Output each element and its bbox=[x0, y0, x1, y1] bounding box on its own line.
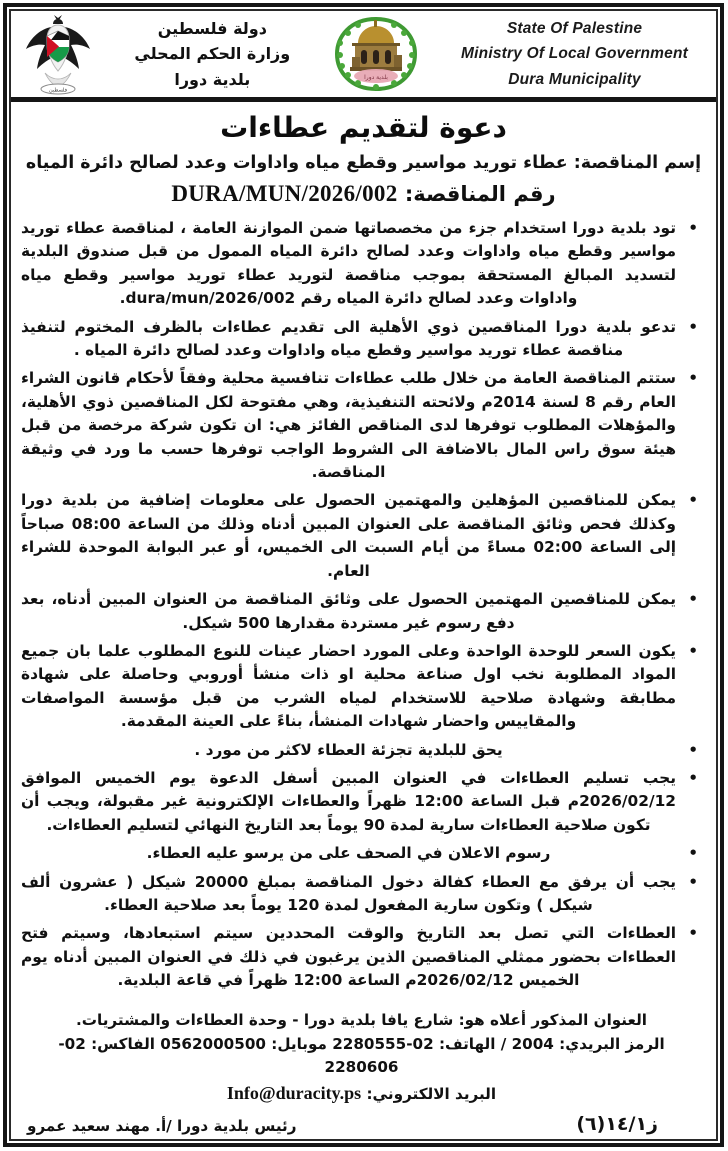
contact-line: الرمز البريدي: 2004 / الهاتف: 02-2280555 موبايل: 0562000500 الفاكس: 02-2280606 bbox=[58, 1034, 665, 1077]
clause-item: • يجب تسليم العطاءات في العنوان المبين أسفل الدعوة يوم الخميس الموافق 2026/02/12م قبل الساعة 12:00 ظهراً والعطاءات الإلكترونية غير مقبولة، ويجب أن تكون صلاحية العطاءات سارية لمدة 90 يوماً بعد التاريخ النهائي لتسليم العطاءات. bbox=[21, 767, 702, 837]
tender-number-label: رقم المناقصة: bbox=[404, 182, 556, 206]
dura-municipality-logo bbox=[328, 12, 424, 96]
letterhead-ar-line-2: وزارة الحكم المحلي bbox=[134, 44, 291, 64]
clause-item: • العطاءات التي تصل بعد التاريخ والوقت المحددين سيتم استبعادها، وسيتم فتح العطاءات بحضور ممثلي المناقصين الذين يرغبون في ذلك في العنوان المبين أدناه يوم الخميس 2026/02/12م الساعة 12:00 ظهراً في قاعة البلدية. bbox=[21, 922, 702, 992]
address-line: العنوان المذكور أعلاه هو: شارع يافا بلدية دورا - وحدة العطاءات والمشتريات. bbox=[76, 1010, 647, 1029]
email-label: البريد الالكتروني: bbox=[366, 1084, 497, 1103]
reference-code: ز١٤/١(٦) bbox=[576, 1112, 658, 1135]
signature-row bbox=[23, 1110, 700, 1139]
eagle-icon bbox=[21, 9, 95, 99]
svg-text:بلدية دورا: بلدية دورا bbox=[363, 74, 388, 81]
tender-number-row bbox=[21, 181, 706, 207]
dome-of-the-rock-wreath-icon bbox=[330, 13, 422, 95]
svg-text:فلسطين: فلسطين bbox=[49, 87, 67, 94]
letterhead-ar-line-3: بلدية دورا bbox=[174, 69, 251, 89]
email-value: Info@duracity.ps bbox=[226, 1082, 362, 1103]
clause-item: • يمكن للمناقصين المؤهلين والمهتمين الحصول على معلومات إضافية من بلدية دورا وكذلك فحص وثائق المناقصة على العنوان المبين أدناه وذلك من الساعة 08:00 صباحاً إلى الساعة 02:00 مساءً من أيام السبت الى الخميس، أو عبر البوابة الموحدة للشراء العام. bbox=[21, 489, 702, 583]
tender-name: إسم المناقصة: عطاء توريد مواسير وقطع مياه واداوات وعدد لصالح دائرة المياه bbox=[25, 153, 702, 173]
letterhead-en-line-1: State Of Palestine bbox=[506, 20, 643, 38]
letterhead-arabic bbox=[134, 16, 290, 92]
footer-contact-block bbox=[11, 1007, 716, 1139]
clause-item: • ستتم المناقصة العامة من خلال طلب عطاءات تنافسية محلية وفقاً لأحكام قانون الشراء العام رقم 8 لسنة 2014م ولائحته التنفيذية، وهي مفتوحة لكل المناقصين ذوي الأهلية، والمؤهلات المطلوب توفرها لدى المناقص الفائز هي: ان تكون شركة مرخصة من قبل هيئة سوق راس المال بالاضافة الى الشروط الواجب توفرها حسب ما ورد في وثيقة المناقصة. bbox=[21, 367, 702, 484]
clauses-list bbox=[21, 217, 702, 993]
letterhead-en-line-2: Ministry Of Local Government bbox=[461, 45, 688, 63]
clause-item: • يكون السعر للوحدة الواحدة وعلى المورد احضار عينات للنوع المطلوب علما بان جميع المواد المطلوبة نخب اول صناعة محلية او ذات منشأ أوروبي وحاصلة على شهادة مطابقة وشهادة صلاحية للاستخدام لمياه الشرب من قبل مؤسسة المواصفات والمقاييس واحضار شهادات المنشأ، بناءً على العينة المقدمة. bbox=[21, 640, 702, 734]
clause-item: • رسوم الاعلان في الصحف على من يرسو عليه العطاء. bbox=[21, 842, 702, 865]
palestine-eagle-emblem bbox=[19, 8, 97, 100]
signature-name: رئيس بلدية دورا /أ. مهند سعيد عمرو bbox=[27, 1117, 297, 1136]
email-line bbox=[23, 1080, 700, 1108]
clause-item: • تود بلدية دورا استخدام جزء من مخصصاتها ضمن الموازنة العامة ، لمناقصة عطاء توريد مواسير وقطع مياه واداوات وعدد لصالح دائرة المياه الممول من قبل صندوق البلدية لتسديد المبالغ المستحقة بموجب مناقصة لتوريد عطاء توريد مواسير وقطع مياه واداوات وعدد لصالح دائرة المياه رقم dura/mun/2026/002. bbox=[21, 217, 702, 311]
clauses-section bbox=[11, 213, 716, 1007]
title-block bbox=[11, 102, 716, 213]
clause-item: • يجب أن يرفق مع العطاء كفالة دخول المناقصة بمبلغ 20000 شيكل ( عشرون ألف شيكل ) وتكون سارية المفعول لمدة 120 يوماً بعد صلاحية العطاء. bbox=[21, 871, 702, 918]
document-content bbox=[11, 11, 716, 1139]
letterhead-ar-line-1: دولة فلسطين bbox=[157, 19, 267, 39]
letterhead-en-line-3: Dura Municipality bbox=[508, 70, 641, 88]
tender-number-value: DURA/MUN/2026/002 bbox=[171, 181, 398, 206]
page-title: دعوة لتقديم عطاءات bbox=[220, 111, 507, 144]
clause-item: • يحق للبلدية تجزئة العطاء لاكثر من مورد . bbox=[21, 739, 702, 762]
letterhead bbox=[11, 11, 716, 97]
letterhead-english bbox=[461, 16, 710, 91]
clause-item: • يمكن للمناقصين المهتمين الحصول على وثائق المناقصة من العنوان المبين أدناه، بعد دفع رسوم غير مستردة مقدارها 500 شيكل. bbox=[21, 588, 702, 635]
clause-item: • تدعو بلدية دورا المناقصين ذوي الأهلية الى تقديم عطاءات بالظرف المختوم لتنفيذ مناقصة عطاء توريد مواسير وقطع مياه واداوات وعدد لصالح دائرة المياه . bbox=[21, 316, 702, 363]
